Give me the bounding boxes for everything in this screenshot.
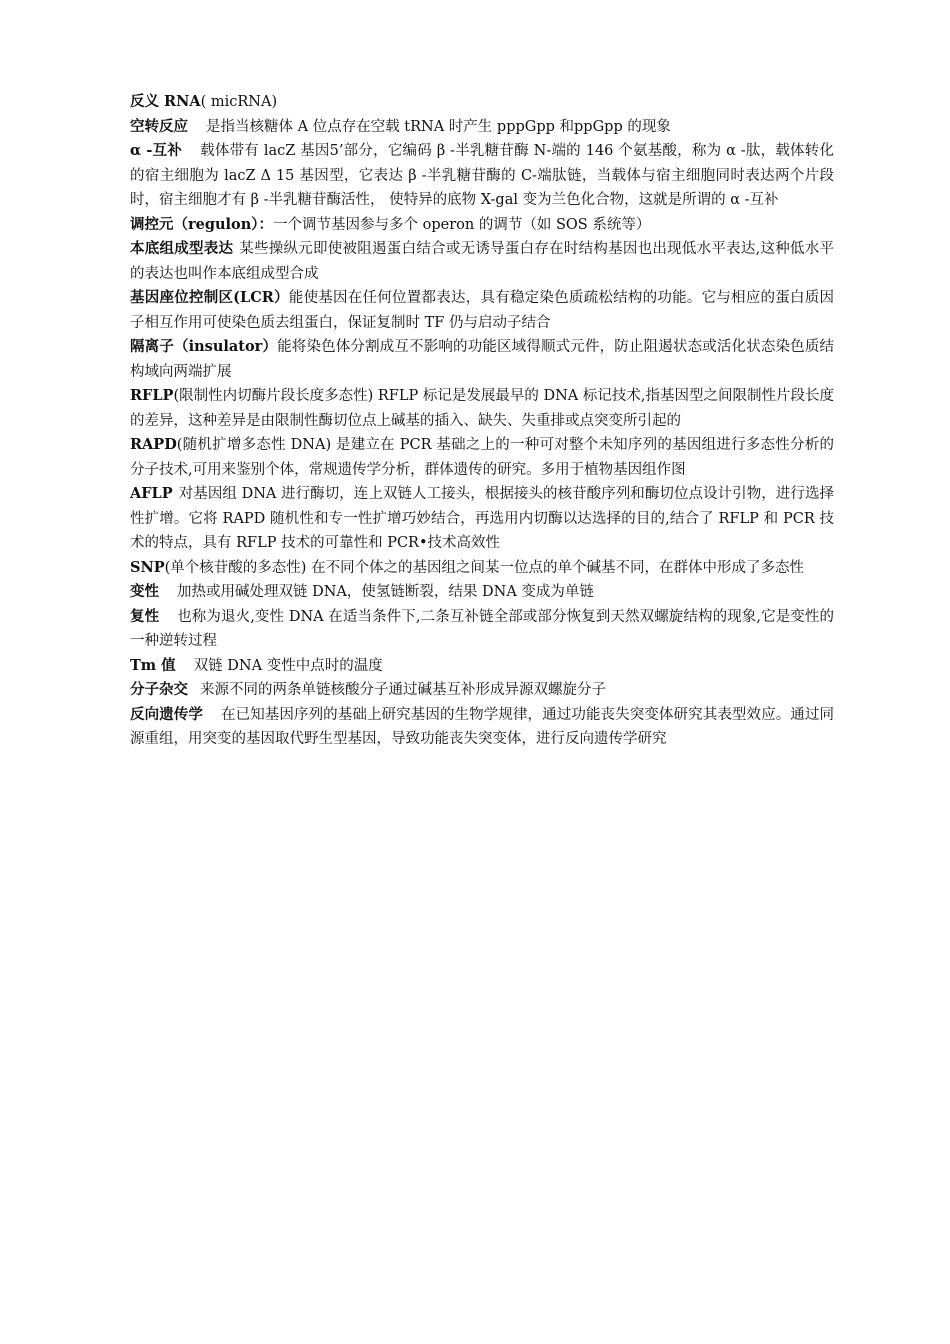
entry-rapd — [130, 433, 834, 482]
entry-insulator — [130, 335, 834, 384]
definition-aflp: 对基因组 DNA 进行酶切，连上双链人工接头，根据接头的核苷酸序列和酶切位点设计引物，进行选择性扩增。它将 RAPD 随机性和专一性扩增巧妙结合，再选用内切酶以达选择的目的,结合了 RFLP 和 PCR 技术的特点，具有 RFLP 技术的可靠性和 PCR•技术高效性 — [130, 486, 834, 551]
definition-regulon: 一个调节基因参与多个 operon 的调节（如 SOS 系统等） — [273, 216, 651, 233]
entry-renaturation — [130, 605, 834, 654]
term-regulon: 调控元（regulon）： — [130, 215, 274, 233]
term-tm-value: Tm 值 — [130, 656, 176, 674]
entry-tm-value — [130, 654, 834, 679]
entry-rflp — [130, 384, 834, 433]
entry-alpha-complementation — [130, 139, 834, 213]
term-denaturation: 变性 — [130, 583, 159, 600]
entry-basal-constitutive-expression — [130, 237, 834, 286]
term-lcr: 基因座位控制区(LCR） — [130, 289, 289, 306]
definition-reverse-genetics: 在已知基因序列的基础上研究基因的生物学规律，通过功能丧失突变体研究其表型效应。通过同源重组，用突变的基因取代野生型基因，导致功能丧失突变体，进行反向遗传学研究 — [130, 706, 835, 747]
entry-reverse-genetics — [130, 703, 834, 752]
definition-rapd: (随机扩增多态性 DNA) 是建立在 PCR 基础之上的一种可对整个未知序列的基因组进行多态性分析的分子技术,可用来鉴别个体，常规遗传学分析，群体遗传的研究。多用于植物基因组作图 — [130, 437, 834, 478]
term-rflp: RFLP — [130, 387, 174, 404]
definition-basal-constitutive-expression: 某些操纵元即使被阻遏蛋白结合或无诱导蛋白存在时结构基因也出现低水平表达,这种低水平的表达也叫作本底组成型合成 — [130, 241, 835, 282]
term-alpha-complementation: α -互补 — [130, 142, 183, 159]
term-renaturation: 复性 — [130, 607, 160, 625]
entry-molecular-hybridization — [130, 678, 834, 703]
definition-denaturation: 加热或用碱处理双链 DNA，使氢链断裂，结果 DNA 变成为单链 — [177, 584, 594, 600]
term-aflp: AFLP — [130, 485, 173, 502]
term-idling-reaction: 空转反应 — [130, 117, 188, 135]
entry-antisense-rna — [130, 90, 834, 115]
term-molecular-hybridization: 分子杂交 — [130, 681, 188, 698]
definition-lcr: 能使基因在任何位置都表达，具有稳定染色质疏松结构的功能。它与相应的蛋白质因子相互作用可使染色质去组蛋白，保证复制时 TF 仍与启动子结合 — [130, 290, 834, 331]
entry-idling-reaction — [130, 115, 834, 140]
definition-idling-reaction: 是指当核糖体 A 位点存在空载 tRNA 时产生 pppGpp 和ppGpp 的现象 — [206, 118, 671, 135]
entry-denaturation — [130, 580, 834, 605]
definition-antisense-rna: ( micRNA) — [200, 94, 278, 110]
entry-regulon — [130, 213, 834, 238]
term-basal-constitutive-expression: 本底组成型表达 — [130, 240, 234, 257]
term-insulator: 隔离子（insulator） — [130, 338, 278, 355]
definition-insulator: 能将染色体分割成互不影响的功能区域得顺式元件，防止阻遏状态或活化状态染色质结构域向两端扩展 — [130, 339, 834, 380]
definition-molecular-hybridization: 来源不同的两条单链核酸分子通过碱基互补形成异源双螺旋分子 — [200, 682, 606, 698]
entry-aflp — [130, 482, 834, 556]
entry-lcr — [130, 286, 834, 335]
entry-snp — [130, 556, 834, 581]
term-rapd: RAPD — [130, 436, 177, 453]
definition-tm-value: 双链 DNA 变性中点时的温度 — [193, 657, 383, 674]
term-snp: SNP — [130, 558, 165, 576]
definition-rflp: (限制性内切酶片段长度多态性) RFLP 标记是发展最早的 DNA 标记技术,指基因型之间限制性片段长度的差异，这种差异是由限制性酶切位点上碱基的插入、缺失、失重排或点突变所引起的 — [130, 388, 834, 429]
term-reverse-genetics: 反向遗传学 — [130, 705, 203, 723]
definition-alpha-complementation: 载体带有 lacZ 基因5’部分，它编码 β -半乳糖苷酶 N-端的 146 个氨基酸，称为 α -肽，载体转化的宿主细胞为 lacZ Δ 15 基因型，它表达 β -半乳糖苷酶的 C-端肽链，当载体与宿主细胞同时表达两个片段时，宿主细胞才有 β -半乳糖苷酶活性， 使特异的底物 X-gal 变为兰色化合物，这就是所谓的 α -互补 — [130, 143, 834, 208]
glossary-content — [130, 90, 834, 752]
definition-renaturation: 也称为退火,变性 DNA 在适当条件下,二条互补链全部或部分恢复到天然双螺旋结构的现象,它是变性的一种逆转过程 — [130, 608, 835, 649]
definition-snp: (单个核苷酸的多态性) 在不同个体之的基因组之间某一位点的单个碱基不同，在群体中形成了多态性 — [164, 559, 805, 576]
term-antisense-rna: 反义 RNA — [130, 93, 201, 110]
